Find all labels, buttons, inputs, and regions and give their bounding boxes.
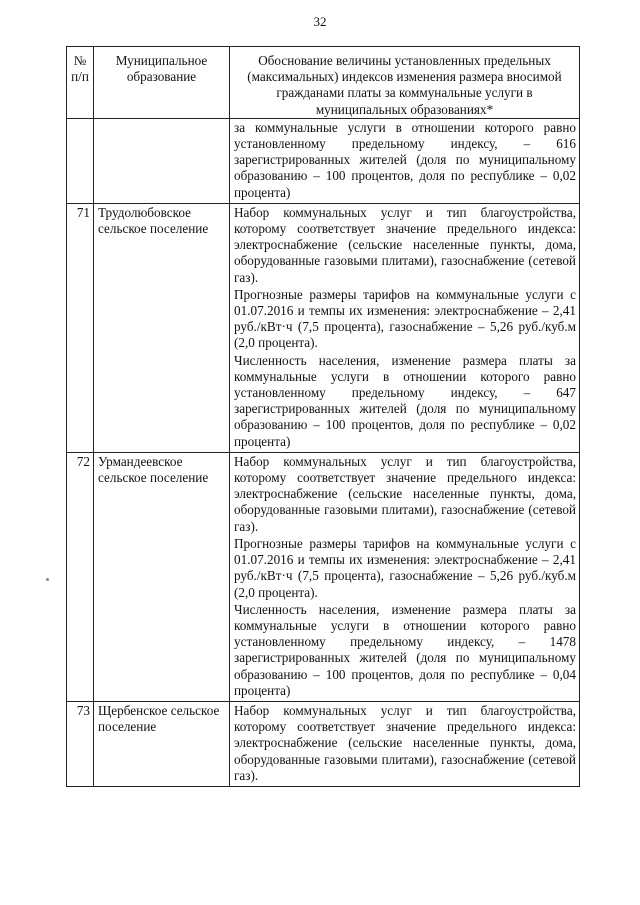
table-row	[67, 203, 580, 452]
row-municipality: Трудолюбовское сельское поселение	[94, 203, 230, 452]
scan-speck	[46, 578, 49, 581]
row-num: 72	[67, 452, 94, 701]
header-justification: Обоснование величины установленных предельных (максимальных) индексов изменения размера вносимой гражданами платы за коммунальные услуги в муниципальных образованиях*	[230, 47, 580, 119]
row-justification	[230, 118, 580, 203]
justification-paragraph: Численность населения, изменение размера платы за коммунальные услуги в отношении которого равно установленному предельному индексу, – 647 зарегистрированных жителей (доля по муниципальному образованию – 100 процентов, доля по республике – 0,02 процента)	[234, 352, 576, 449]
row-municipality: Урмандеевское сельское поселение	[94, 452, 230, 701]
justification-paragraph: Прогнозные размеры тарифов на коммунальные услуги с 01.07.2016 и темпы их изменения: электроснабжение – 2,41 руб./кВт·ч (7,5 процента), газоснабжение – 5,26 руб./куб.м (2,0 процента).	[234, 286, 576, 351]
page-number: 32	[313, 14, 327, 29]
table-row	[67, 701, 580, 786]
row-justification	[230, 452, 580, 701]
justification-paragraph: Набор коммунальных услуг и тип благоустройства, которому соответствует значение предельного индекса: электроснабжение (сельские населенные пункты, дома, оборудованные газовыми плитами), газоснабжение (сетевой газ).	[234, 702, 576, 783]
header-municipality: Муниципальное образование	[94, 47, 230, 119]
justification-paragraph: за коммунальные услуги в отношении которого равно установленному предельному индексу, – 616 зарегистрированных жителей (доля по муниципальному образованию – 100 процентов, доля по республике – 0,02 процента)	[234, 119, 576, 200]
justification-paragraph: Набор коммунальных услуг и тип благоустройства, которому соответствует значение предельного индекса: электроснабжение (сельские населенные пункты, дома, оборудованные газовыми плитами), газоснабжение (сетевой газ).	[234, 204, 576, 285]
table-row-continuation	[67, 118, 580, 203]
row-municipality	[94, 118, 230, 203]
row-justification	[230, 203, 580, 452]
row-justification	[230, 701, 580, 786]
row-num: 71	[67, 203, 94, 452]
table-row	[67, 452, 580, 701]
tariff-index-table	[66, 46, 580, 787]
row-municipality: Щербенское сельское поселение	[94, 701, 230, 786]
justification-paragraph: Численность населения, изменение размера платы за коммунальные услуги в отношении которого равно установленному предельному индексу, – 1478 зарегистрированных жителей (доля по муниципальному образованию – 100 процентов, доля по республике – 0,04 процента)	[234, 601, 576, 698]
header-num: № п/п	[67, 47, 94, 119]
row-num	[67, 118, 94, 203]
table-header-row	[67, 47, 580, 119]
justification-paragraph: Прогнозные размеры тарифов на коммунальные услуги с 01.07.2016 и темпы их изменения: электроснабжение – 2,41 руб./кВт·ч (7,5 процента), газоснабжение – 5,26 руб./куб.м (2,0 процента).	[234, 535, 576, 600]
justification-paragraph: Набор коммунальных услуг и тип благоустройства, которому соответствует значение предельного индекса: электроснабжение (сельские населенные пункты, дома, оборудованные газовыми плитами), газоснабжение (сетевой газ).	[234, 453, 576, 534]
row-num: 73	[67, 701, 94, 786]
